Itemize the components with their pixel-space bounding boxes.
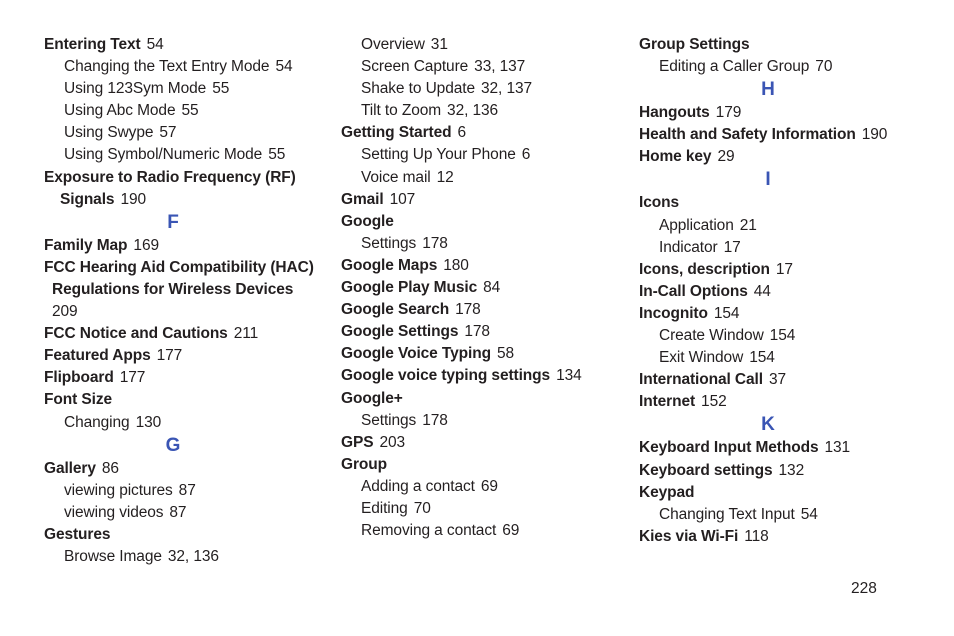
index-page-ref: 32, 136: [167, 547, 219, 565]
index-page-ref: 177: [156, 347, 183, 365]
index-term: Icons, description: [639, 260, 770, 278]
index-page-ref: 54: [275, 58, 293, 76]
index-entry: [44, 189, 324, 211]
index-entry: [639, 526, 909, 548]
index-term: Kies via Wi-Fi: [639, 527, 739, 545]
index-subentry: [341, 100, 621, 122]
index-term: Using Abc Mode: [64, 102, 176, 120]
index-subentry: [639, 215, 909, 237]
index-page-ref: 37: [768, 371, 786, 389]
index-term: Google Settings: [341, 323, 459, 341]
index-entry: [341, 255, 621, 277]
index-term: Gestures: [44, 525, 111, 543]
index-subentry: [341, 520, 621, 542]
index-page-ref: 6: [457, 124, 466, 142]
index-page-ref: 44: [753, 282, 771, 300]
index-term: Health and Safety Information: [639, 126, 856, 144]
index-term: Changing Text Input: [659, 505, 795, 523]
index-entry: [639, 437, 909, 459]
index-term: Font Size: [44, 391, 112, 409]
index-subentry: [639, 347, 909, 369]
index-entry: [44, 34, 324, 56]
index-term: Editing a Caller Group: [659, 58, 810, 76]
index-column-1: [44, 34, 324, 568]
index-page-ref: 55: [212, 80, 230, 98]
index-entry: [639, 259, 909, 281]
index-entry: [341, 454, 621, 476]
index-entry: [341, 211, 621, 233]
index-page-ref: 32, 136: [447, 102, 499, 120]
index-term: Settings: [361, 411, 417, 429]
page-number: 228: [851, 580, 877, 597]
index-subentry: [341, 78, 621, 100]
index-entry: [639, 34, 909, 56]
index-entry: [44, 323, 324, 345]
index-page-ref: 70: [815, 58, 833, 76]
index-term: Entering Text: [44, 36, 141, 53]
index-term: FCC Hearing Aid Compatibility (HAC): [44, 258, 314, 276]
index-entry: [639, 146, 909, 168]
index-term: Overview: [361, 36, 425, 53]
index-term: Screen Capture: [361, 58, 469, 76]
index-term: Shake to Update: [361, 80, 475, 98]
index-subentry: [639, 504, 909, 526]
index-subentry: [341, 144, 621, 166]
index-page-ref: 6: [521, 146, 531, 164]
index-letter-heading: F: [167, 211, 179, 233]
index-entry: [639, 124, 909, 146]
index-entry: [639, 102, 909, 124]
index-column-3: [639, 34, 909, 548]
index-page-ref: 32, 137: [480, 80, 532, 98]
index-term: Using Swype: [64, 124, 154, 142]
index-page-ref: 107: [389, 190, 416, 208]
index-term: viewing videos: [64, 503, 164, 521]
index-page-ref: 203: [379, 433, 405, 451]
index-subentry: [639, 325, 909, 347]
index-term: Google+: [341, 389, 403, 407]
index-page-ref: 54: [146, 36, 164, 53]
index-page-ref: 29: [717, 148, 735, 166]
index-term: Group: [341, 455, 387, 473]
index-term: Getting Started: [341, 124, 452, 142]
index-page-ref: 134: [556, 367, 582, 385]
index-term: Adding a contact: [361, 477, 475, 495]
index-term: GPS: [341, 433, 374, 451]
index-term: International Call: [639, 371, 763, 389]
index-entry: [639, 482, 909, 504]
index-term: Browse Image: [64, 547, 162, 565]
index-page-ref: 132: [778, 461, 805, 479]
index-term: Google Search: [341, 301, 450, 319]
index-page-ref: 152: [701, 393, 727, 411]
index-term: Changing: [64, 413, 130, 431]
index-term: Exit Window: [659, 349, 744, 367]
index-subentry: [44, 412, 324, 434]
index-subentry: [44, 144, 324, 166]
index-entry: [44, 367, 324, 389]
index-entry: [44, 257, 324, 279]
index-page-ref: 169: [133, 236, 159, 254]
index-entry: [44, 389, 324, 411]
index-term: Signals: [60, 190, 115, 208]
index-letter-heading: I: [765, 169, 771, 191]
index-term: Gmail: [341, 190, 384, 208]
index-page-ref: 69: [480, 477, 498, 495]
index-term: Settings: [361, 234, 417, 252]
index-page-ref: 154: [713, 304, 740, 322]
index-entry: [639, 391, 909, 413]
index-subentry: [341, 167, 621, 189]
index-entry: [639, 460, 909, 482]
index-term: Create Window: [659, 327, 764, 345]
index-page-ref: 54: [800, 505, 818, 523]
index-page-ref: 31: [430, 36, 448, 53]
index-subentry: [341, 476, 621, 498]
index-subentry: [341, 56, 621, 78]
index-page-ref: 211: [233, 325, 259, 343]
index-column-2: [341, 34, 621, 542]
index-page-ref: 154: [769, 327, 796, 345]
index-page-ref: 69: [502, 522, 520, 540]
index-term: Featured Apps: [44, 347, 151, 365]
index-page-ref: 55: [268, 146, 286, 164]
index-term: Keyboard Input Methods: [639, 439, 819, 457]
index-term: Hangouts: [639, 104, 710, 122]
index-term: Keypad: [639, 483, 695, 501]
index-page-ref: 209: [52, 303, 78, 321]
index-subentry: [341, 34, 621, 56]
index-entry: [44, 279, 324, 301]
index-page-ref: 118: [744, 527, 769, 545]
index-entry: [44, 167, 324, 189]
index-page-ref: 177: [119, 369, 146, 387]
index-entry: [341, 299, 621, 321]
index-page-ref: 58: [496, 345, 514, 363]
index-term: Flipboard: [44, 369, 114, 387]
index-page-ref: 84: [483, 279, 501, 297]
index-term: Internet: [639, 393, 696, 411]
index-subentry: [44, 546, 324, 568]
index-term: Application: [659, 216, 734, 234]
index-entry: [639, 192, 909, 214]
index-page-ref: 33, 137: [474, 58, 526, 76]
index-page-ref: 12: [436, 168, 454, 186]
index-page-ref: 55: [181, 102, 199, 120]
index-page-ref: 190: [120, 190, 146, 208]
index-term: In-Call Options: [639, 282, 748, 300]
index-term: Indicator: [659, 238, 718, 256]
index-term: Google Maps: [341, 256, 438, 274]
index-entry: [341, 343, 621, 365]
index-entry: [341, 277, 621, 299]
index-entry: [639, 369, 909, 391]
index-entry: [639, 303, 909, 325]
index-term: Google Voice Typing: [341, 345, 491, 363]
index-term: Voice mail: [361, 168, 431, 186]
index-page-ref: 178: [422, 411, 448, 429]
index-term: Editing: [361, 499, 408, 517]
index-subentry: [341, 410, 621, 432]
index-page-ref: 178: [422, 234, 448, 252]
index-entry: [639, 281, 909, 303]
index-subentry: [639, 56, 909, 78]
index-term: Group Settings: [639, 36, 750, 53]
index-entry: [341, 321, 621, 343]
index-entry: [341, 365, 621, 387]
index-entry: [341, 432, 621, 454]
index-page-ref: 131: [824, 439, 851, 457]
index-letter-heading: G: [165, 434, 181, 456]
index-term: Exposure to Radio Frequency (RF): [44, 168, 296, 186]
index-page-ref: 57: [159, 124, 177, 142]
index-page-ref: 178: [464, 323, 490, 341]
index-page-ref: 87: [178, 481, 196, 499]
index-letter-heading: H: [761, 79, 775, 101]
index-term: Incognito: [639, 304, 708, 322]
index-term: viewing pictures: [64, 481, 173, 499]
index-page-ref: 179: [715, 104, 742, 122]
index-term: FCC Notice and Cautions: [44, 325, 228, 343]
index-page-ref: 180: [443, 256, 469, 274]
index-term: Regulations for Wireless Devices: [52, 280, 294, 298]
index-term: Google voice typing settings: [341, 367, 551, 385]
index-term: Keyboard settings: [639, 461, 773, 479]
index-page-ref: 17: [775, 260, 793, 278]
index-term: Using Symbol/Numeric Mode: [64, 146, 263, 164]
index-entry: [341, 122, 621, 144]
index-subentry: [44, 480, 324, 502]
index-entry: [44, 301, 324, 323]
index-subentry: [44, 502, 324, 524]
index-letter-heading: K: [761, 414, 775, 436]
index-entry: [44, 458, 324, 480]
index-subentry: [341, 498, 621, 520]
index-entry: [341, 189, 621, 211]
index-page-ref: 178: [455, 301, 481, 319]
index-term: Removing a contact: [361, 522, 497, 540]
index-page-ref: 130: [135, 413, 162, 431]
index-term: Setting Up Your Phone: [361, 146, 516, 164]
index-page-ref: 154: [749, 349, 775, 367]
index-page-ref: 70: [413, 499, 431, 517]
index-entry: [44, 235, 324, 257]
index-subentry: [44, 78, 324, 100]
index-term: Using 123Sym Mode: [64, 80, 207, 98]
index-term: Google: [341, 212, 394, 230]
index-term: Changing the Text Entry Mode: [64, 58, 270, 76]
index-term: Icons: [639, 194, 679, 212]
index-page-ref: 86: [101, 459, 119, 477]
index-entry: [341, 388, 621, 410]
index-term: Google Play Music: [341, 279, 478, 297]
index-entry: [44, 524, 324, 546]
index-page-ref: 190: [861, 126, 888, 144]
index-subentry: [44, 56, 324, 78]
index-page-ref: 87: [169, 503, 187, 521]
index-page-ref: 17: [723, 238, 741, 256]
index-term: Gallery: [44, 459, 96, 477]
index-subentry: [639, 237, 909, 259]
index-term: Home key: [639, 148, 712, 166]
index-term: Family Map: [44, 236, 128, 254]
index-subentry: [44, 100, 324, 122]
index-term: Tilt to Zoom: [361, 102, 442, 120]
index-subentry: [44, 122, 324, 144]
index-entry: [44, 345, 324, 367]
index-subentry: [341, 233, 621, 255]
index-page-ref: 21: [739, 216, 757, 234]
